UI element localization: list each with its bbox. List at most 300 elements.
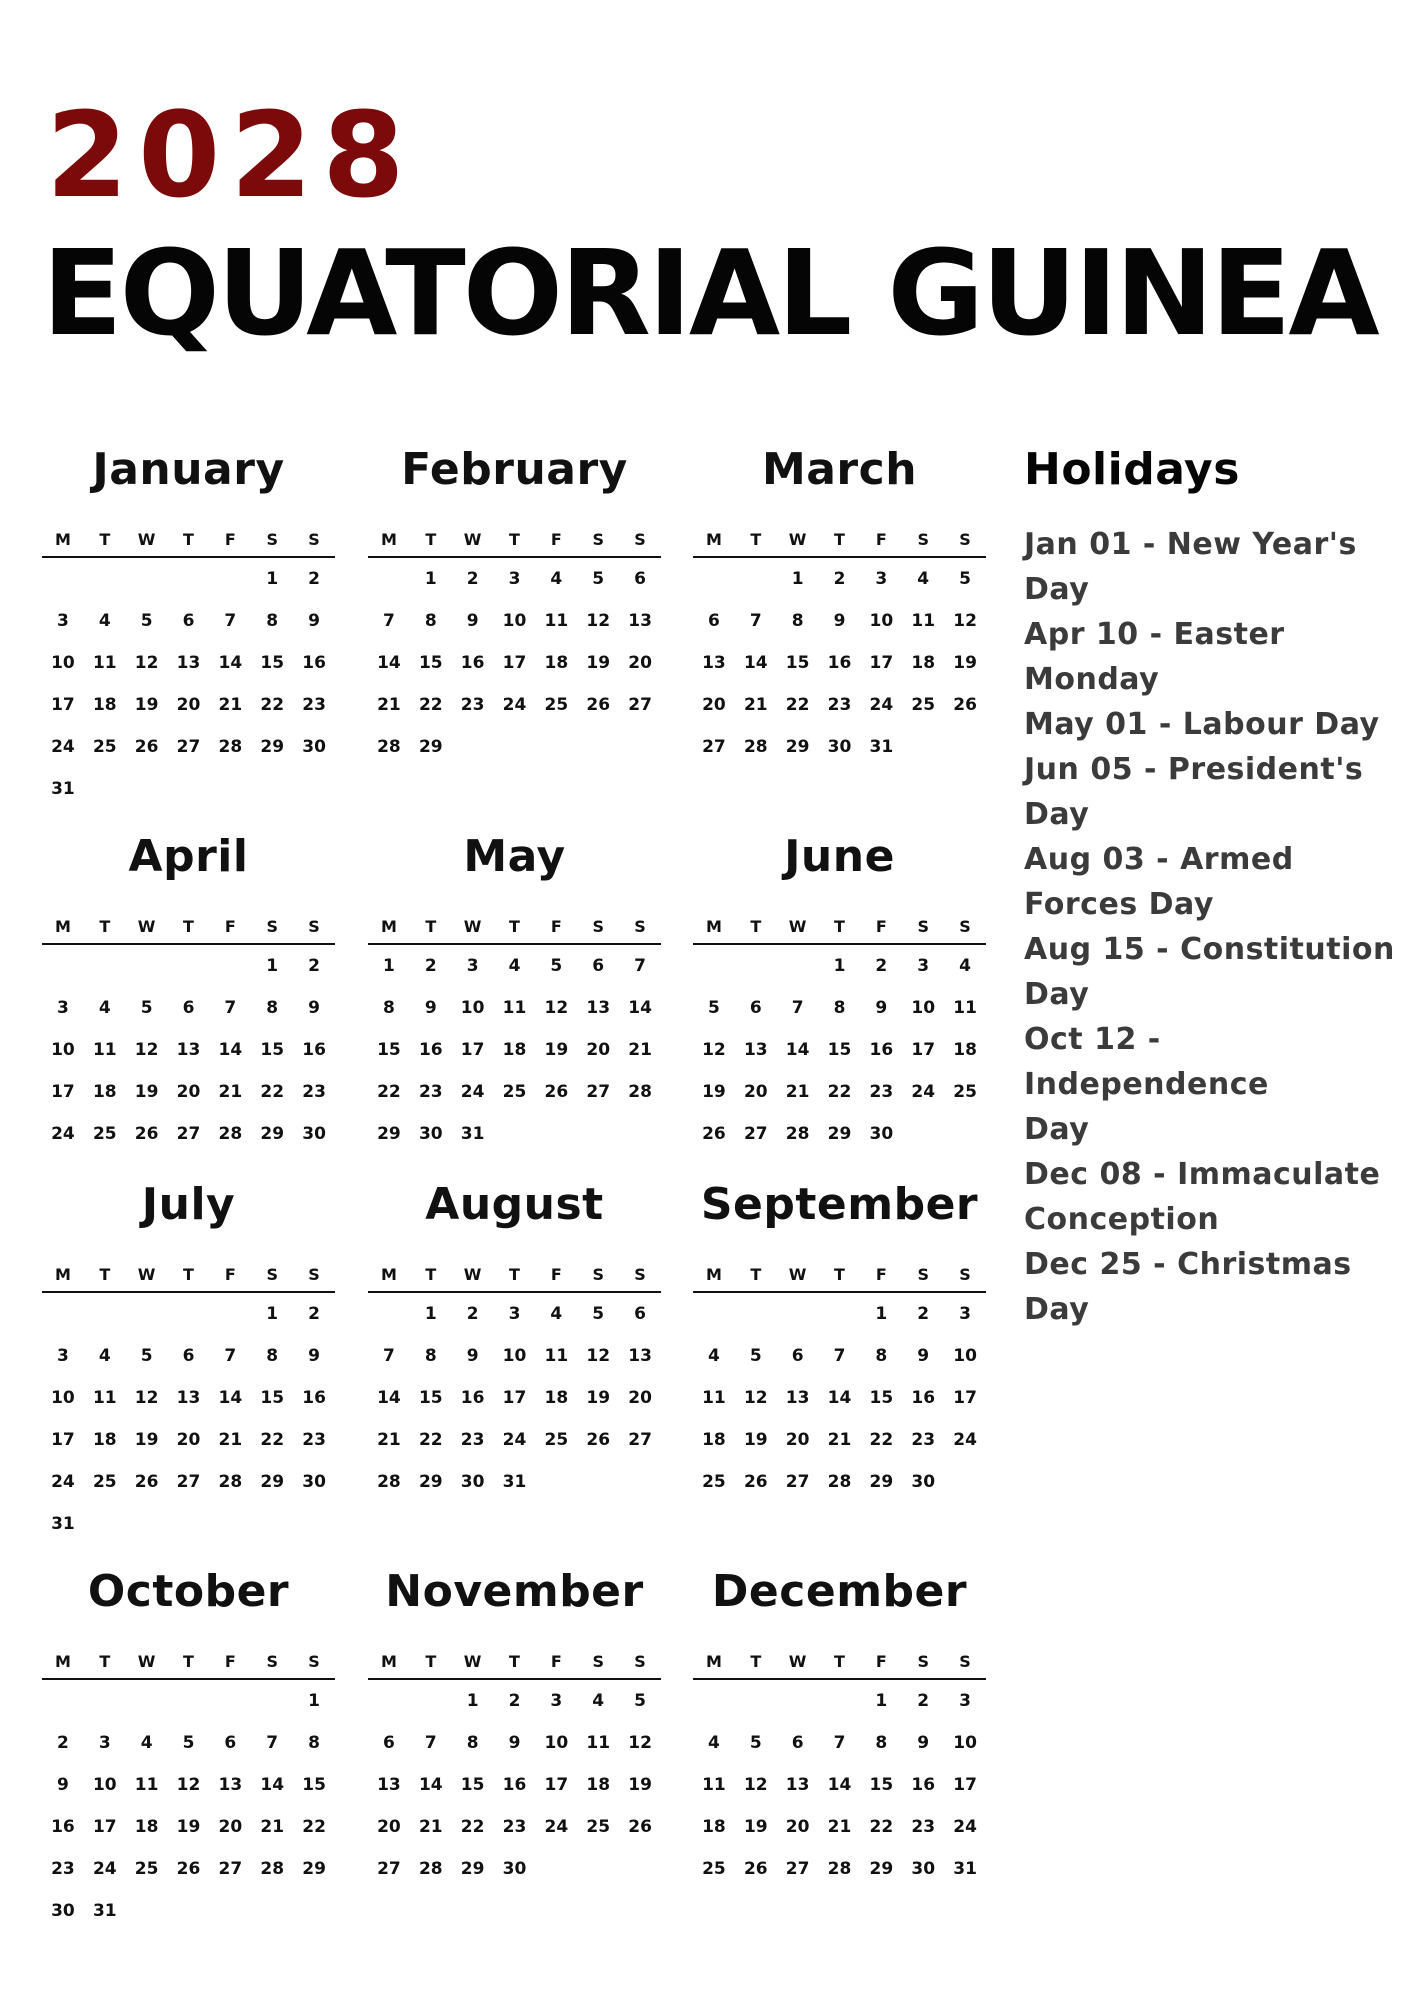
weekday-label: S — [959, 1651, 971, 1671]
day-cell: 2 — [308, 956, 320, 976]
weekday-label: S — [917, 529, 929, 549]
weekday-label: T — [834, 529, 845, 549]
weekday-label: S — [308, 529, 320, 549]
weekday-label: T — [750, 529, 762, 549]
day-cell: 1 — [875, 1691, 888, 1711]
day-cell: 26 — [702, 1124, 726, 1144]
day-cell: 22 — [460, 1817, 485, 1837]
holiday-line: Jan 01 - New Year's — [1024, 527, 1357, 562]
day-cell: 10 — [92, 1775, 117, 1795]
weekday-label: W — [788, 1264, 807, 1284]
day-cell: 30 — [869, 1124, 894, 1144]
day-cell: 8 — [875, 1346, 888, 1366]
day-cell: 16 — [502, 1775, 527, 1795]
day-cell: 3 — [508, 569, 521, 589]
day-cell: 3 — [57, 611, 69, 631]
day-cell: 29 — [418, 1472, 443, 1492]
day-cell: 7 — [749, 611, 762, 631]
day-cell: 13 — [377, 1775, 401, 1795]
week-row — [42, 558, 335, 600]
day-cell: 29 — [302, 1859, 326, 1879]
day-cell: 24 — [869, 695, 894, 715]
day-cell: 5 — [959, 569, 971, 589]
day-cell: 11 — [911, 611, 936, 631]
day-cell: 12 — [134, 1388, 159, 1408]
day-cell: 17 — [911, 1040, 936, 1060]
day-cell: 28 — [827, 1859, 852, 1879]
day-cell: 26 — [134, 1124, 159, 1144]
weekday-label: S — [634, 1651, 646, 1671]
day-cell: 23 — [911, 1817, 936, 1837]
week-row — [42, 1890, 335, 1932]
week-row — [693, 1377, 986, 1419]
day-cell: 5 — [592, 569, 605, 589]
day-cell: 20 — [785, 1817, 810, 1837]
holiday-line: Dec 08 - Immaculate — [1024, 1157, 1381, 1192]
day-cell: 31 — [51, 779, 75, 799]
weekday-label: S — [634, 916, 646, 936]
day-cell: 11 — [92, 653, 117, 673]
day-cell: 20 — [702, 695, 726, 715]
weekday-label: S — [959, 529, 971, 549]
day-cell: 14 — [418, 1775, 443, 1795]
day-cell: 22 — [827, 1082, 852, 1102]
day-cell: 26 — [743, 1859, 768, 1879]
day-cell: 14 — [377, 653, 401, 673]
week-row — [368, 1293, 661, 1335]
day-cell: 6 — [224, 1733, 237, 1753]
day-cell: 28 — [377, 1472, 401, 1492]
day-cell: 5 — [708, 998, 720, 1018]
day-cell: 1 — [875, 1304, 888, 1324]
week-row — [368, 558, 661, 600]
day-cell: 23 — [460, 1430, 485, 1450]
day-cell: 20 — [176, 1430, 201, 1450]
day-cell: 28 — [218, 737, 243, 757]
day-cell: 14 — [827, 1775, 852, 1795]
day-cell: 1 — [308, 1691, 320, 1711]
weekday-label: M — [705, 916, 722, 936]
day-cell: 21 — [377, 695, 401, 715]
weekday-label: M — [380, 529, 397, 549]
day-cell: 4 — [550, 569, 563, 589]
month-november — [368, 1562, 661, 1890]
weekday-label: M — [380, 916, 397, 936]
day-cell: 1 — [424, 569, 437, 589]
holiday-line: Day — [1024, 1112, 1090, 1147]
weekday-label: T — [99, 916, 111, 936]
weekday-header — [693, 1644, 986, 1680]
day-cell: 20 — [586, 1040, 611, 1060]
day-cell: 7 — [383, 1346, 395, 1366]
day-cell: 14 — [260, 1775, 285, 1795]
day-cell: 12 — [134, 653, 159, 673]
weekday-label: T — [425, 916, 437, 936]
day-cell: 26 — [134, 1472, 159, 1492]
month-title: October — [87, 1566, 290, 1617]
month-title: February — [401, 444, 628, 495]
day-cell: 30 — [302, 737, 326, 757]
weekday-label: M — [54, 1651, 71, 1671]
day-cell: 17 — [51, 1430, 75, 1450]
day-cell: 7 — [224, 998, 237, 1018]
day-cell: 10 — [911, 998, 936, 1018]
day-cell: 28 — [218, 1472, 243, 1492]
day-cell: 4 — [98, 998, 111, 1018]
day-cell: 5 — [140, 1346, 153, 1366]
day-cell: 28 — [260, 1859, 285, 1879]
week-row — [693, 1419, 986, 1461]
day-cell: 26 — [743, 1472, 768, 1492]
day-cell: 24 — [544, 1817, 569, 1837]
day-cell: 23 — [302, 1082, 326, 1102]
weekday-label: W — [463, 1264, 482, 1284]
day-cell: 25 — [92, 737, 117, 757]
day-cell: 16 — [418, 1040, 443, 1060]
week-row — [42, 1335, 335, 1377]
week-row — [368, 945, 661, 987]
day-cell: 11 — [502, 998, 527, 1018]
day-cell: 24 — [51, 1124, 75, 1144]
day-cell: 3 — [917, 956, 930, 976]
day-cell: 30 — [502, 1859, 527, 1879]
day-cell: 29 — [260, 1124, 285, 1144]
weekday-label: F — [550, 529, 562, 549]
holiday-list — [1024, 522, 1404, 1332]
week-row — [693, 684, 986, 726]
day-cell: 4 — [917, 569, 930, 589]
day-cell: 2 — [308, 569, 320, 589]
day-cell: 9 — [424, 998, 437, 1018]
day-cell: 9 — [308, 1346, 320, 1366]
month-title: August — [425, 1179, 604, 1230]
weekday-header — [368, 522, 661, 558]
day-cell: 30 — [418, 1124, 443, 1144]
weekday-label: T — [509, 1651, 520, 1671]
day-cell: 29 — [785, 737, 810, 757]
holiday-line: Dec 25 - Christmas — [1024, 1247, 1352, 1282]
day-cell: 11 — [544, 611, 569, 631]
day-cell: 29 — [418, 737, 443, 757]
week-row — [693, 987, 986, 1029]
day-cell: 30 — [51, 1901, 75, 1921]
day-cell: 23 — [302, 1430, 326, 1450]
day-cell: 26 — [544, 1082, 569, 1102]
day-cell: 13 — [785, 1388, 810, 1408]
day-cell: 5 — [592, 1304, 605, 1324]
day-cell: 4 — [98, 611, 111, 631]
day-cell: 22 — [377, 1082, 401, 1102]
weekday-label: M — [705, 1651, 722, 1671]
day-cell: 9 — [875, 998, 888, 1018]
day-cell: 14 — [743, 653, 768, 673]
week-row — [42, 726, 335, 768]
weekday-header — [693, 909, 986, 945]
month-august — [368, 1175, 661, 1503]
day-cell: 1 — [266, 956, 279, 976]
week-row — [42, 1722, 335, 1764]
day-cell: 11 — [134, 1775, 159, 1795]
day-cell: 27 — [702, 737, 726, 757]
day-cell: 23 — [502, 1817, 527, 1837]
week-row — [368, 987, 661, 1029]
day-cell: 3 — [57, 998, 69, 1018]
day-cell: 7 — [634, 956, 646, 976]
weekday-label: T — [99, 1264, 111, 1284]
day-cell: 20 — [628, 653, 652, 673]
week-row — [42, 987, 335, 1029]
day-cell: 17 — [51, 1082, 75, 1102]
day-cell: 2 — [466, 569, 479, 589]
weekday-label: F — [875, 1651, 887, 1671]
weekday-header — [42, 1644, 335, 1680]
day-cell: 19 — [134, 1430, 159, 1450]
weekday-label: W — [463, 916, 482, 936]
weekday-header — [693, 1257, 986, 1293]
day-cell: 2 — [308, 1304, 320, 1324]
week-row — [42, 1461, 335, 1503]
day-cell: 27 — [628, 1430, 652, 1450]
weekday-label: W — [463, 1651, 482, 1671]
day-cell: 23 — [302, 695, 326, 715]
weekday-label: F — [224, 1651, 236, 1671]
month-july — [42, 1175, 335, 1545]
day-cell: 9 — [833, 611, 846, 631]
weekday-label: M — [705, 529, 722, 549]
weekday-label: T — [834, 1651, 845, 1671]
weekday-label: T — [750, 1651, 762, 1671]
day-cell: 20 — [176, 695, 201, 715]
day-cell: 2 — [424, 956, 437, 976]
day-cell: 30 — [911, 1859, 936, 1879]
day-cell: 21 — [218, 695, 243, 715]
day-cell: 3 — [550, 1691, 563, 1711]
weekday-label: W — [463, 529, 482, 549]
day-cell: 26 — [628, 1817, 652, 1837]
day-cell: 12 — [176, 1775, 201, 1795]
week-row — [42, 1377, 335, 1419]
weekday-label: W — [788, 529, 807, 549]
day-cell: 31 — [460, 1124, 485, 1144]
week-row — [42, 1503, 335, 1545]
calendar-grid — [42, 440, 994, 1960]
day-cell: 26 — [586, 1430, 611, 1450]
day-cell: 30 — [302, 1124, 326, 1144]
weekday-label: S — [959, 916, 971, 936]
day-cell: 6 — [592, 956, 605, 976]
day-cell: 4 — [550, 1304, 563, 1324]
weekday-header — [368, 1644, 661, 1680]
holiday-line: Day — [1024, 1292, 1090, 1327]
day-cell: 13 — [785, 1775, 810, 1795]
day-cell: 13 — [743, 1040, 768, 1060]
day-cell: 31 — [92, 1901, 117, 1921]
day-cell: 24 — [953, 1817, 977, 1837]
holidays-title: Holidays — [1024, 444, 1240, 495]
day-cell: 6 — [791, 1346, 804, 1366]
day-cell: 6 — [182, 1346, 195, 1366]
month-title: May — [463, 831, 566, 882]
month-title: July — [141, 1179, 236, 1230]
day-cell: 16 — [302, 1040, 326, 1060]
day-cell: 4 — [708, 1733, 720, 1753]
day-cell: 17 — [92, 1817, 117, 1837]
weekday-label: T — [183, 1651, 194, 1671]
day-cell: 19 — [628, 1775, 652, 1795]
day-cell: 31 — [953, 1859, 977, 1879]
week-row — [42, 1419, 335, 1461]
day-cell: 29 — [460, 1859, 485, 1879]
day-cell: 14 — [377, 1388, 401, 1408]
day-cell: 24 — [92, 1859, 117, 1879]
day-cell: 29 — [827, 1124, 852, 1144]
weekday-label: F — [550, 1264, 562, 1284]
day-cell: 14 — [218, 653, 243, 673]
day-cell: 16 — [51, 1817, 75, 1837]
week-row — [368, 1461, 661, 1503]
day-cell: 16 — [302, 1388, 326, 1408]
day-cell: 5 — [140, 611, 153, 631]
day-cell: 27 — [377, 1859, 401, 1879]
day-cell: 5 — [182, 1733, 195, 1753]
day-cell: 18 — [92, 695, 117, 715]
holiday-line: Day — [1024, 572, 1090, 607]
day-cell: 18 — [953, 1040, 977, 1060]
holiday-line: Oct 12 - Independence — [1024, 1022, 1269, 1102]
day-cell: 15 — [869, 1388, 894, 1408]
day-cell: 21 — [260, 1817, 285, 1837]
day-cell: 3 — [466, 956, 479, 976]
day-cell: 19 — [134, 1082, 159, 1102]
day-cell: 12 — [586, 611, 611, 631]
day-cell: 3 — [959, 1691, 971, 1711]
day-cell: 22 — [260, 1430, 285, 1450]
day-cell: 30 — [827, 737, 852, 757]
day-cell: 3 — [98, 1733, 111, 1753]
day-cell: 25 — [911, 695, 936, 715]
day-cell: 13 — [176, 653, 201, 673]
day-cell: 27 — [176, 1124, 201, 1144]
week-row — [368, 1377, 661, 1419]
weekday-label: T — [183, 529, 194, 549]
day-cell: 25 — [702, 1472, 726, 1492]
day-cell: 15 — [418, 1388, 443, 1408]
weekday-label: W — [137, 916, 156, 936]
week-row — [42, 1071, 335, 1113]
day-cell: 14 — [785, 1040, 810, 1060]
day-cell: 19 — [743, 1817, 768, 1837]
day-cell: 18 — [544, 653, 569, 673]
weekday-label: W — [137, 1264, 156, 1284]
day-cell: 17 — [953, 1388, 977, 1408]
day-cell: 13 — [176, 1040, 201, 1060]
week-row — [42, 1806, 335, 1848]
day-cell: 21 — [628, 1040, 652, 1060]
weekday-label: F — [875, 916, 887, 936]
month-september — [693, 1175, 986, 1503]
weekday-label: T — [509, 529, 520, 549]
month-march — [693, 440, 986, 768]
day-cell: 31 — [869, 737, 894, 757]
day-cell: 18 — [911, 653, 936, 673]
weekday-label: T — [425, 529, 437, 549]
week-row — [368, 1764, 661, 1806]
day-cell: 24 — [460, 1082, 485, 1102]
week-row — [693, 558, 986, 600]
day-cell: 6 — [791, 1733, 804, 1753]
weekday-label: S — [592, 1264, 604, 1284]
week-row — [368, 1419, 661, 1461]
day-cell: 14 — [218, 1388, 243, 1408]
holidays-panel — [1024, 440, 1404, 1332]
month-october — [42, 1562, 335, 1932]
day-cell: 7 — [224, 1346, 237, 1366]
day-cell: 31 — [51, 1514, 75, 1534]
day-cell: 8 — [424, 1346, 437, 1366]
day-cell: 13 — [702, 653, 726, 673]
weekday-header — [368, 1257, 661, 1293]
holiday-line: Jun 05 - President's — [1024, 752, 1364, 787]
week-row — [42, 1293, 335, 1335]
weekday-label: S — [634, 529, 646, 549]
day-cell: 14 — [218, 1040, 243, 1060]
day-cell: 27 — [586, 1082, 611, 1102]
day-cell: 10 — [953, 1346, 977, 1366]
day-cell: 27 — [743, 1124, 768, 1144]
day-cell: 15 — [460, 1775, 485, 1795]
week-row — [42, 1029, 335, 1071]
weekday-label: T — [425, 1264, 437, 1284]
day-cell: 25 — [92, 1124, 117, 1144]
week-row — [368, 684, 661, 726]
weekday-header — [693, 522, 986, 558]
day-cell: 5 — [749, 1346, 762, 1366]
weekday-label: T — [99, 1651, 111, 1671]
weekday-label: T — [834, 1264, 845, 1284]
day-cell: 18 — [502, 1040, 527, 1060]
day-cell: 9 — [917, 1733, 930, 1753]
day-cell: 16 — [911, 1388, 936, 1408]
day-cell: 28 — [377, 737, 401, 757]
day-cell: 5 — [140, 998, 153, 1018]
day-cell: 21 — [785, 1082, 810, 1102]
weekday-label: T — [99, 529, 111, 549]
weekday-label: S — [592, 916, 604, 936]
day-cell: 17 — [502, 1388, 527, 1408]
year-title: 2028 — [46, 86, 415, 224]
day-cell: 29 — [869, 1472, 894, 1492]
day-cell: 8 — [266, 1346, 279, 1366]
day-cell: 24 — [51, 737, 75, 757]
day-cell: 18 — [544, 1388, 569, 1408]
day-cell: 6 — [634, 569, 646, 589]
weekday-label: S — [917, 1264, 929, 1284]
day-cell: 16 — [827, 653, 852, 673]
weekday-label: M — [54, 916, 71, 936]
week-row — [693, 1029, 986, 1071]
day-cell: 8 — [383, 998, 395, 1018]
weekday-label: F — [224, 916, 236, 936]
day-cell: 17 — [460, 1040, 485, 1060]
day-cell: 8 — [875, 1733, 888, 1753]
day-cell: 24 — [51, 1472, 75, 1492]
day-cell: 10 — [869, 611, 894, 631]
day-cell: 14 — [827, 1388, 852, 1408]
week-row — [693, 1722, 986, 1764]
week-row — [42, 1113, 335, 1155]
day-cell: 29 — [869, 1859, 894, 1879]
day-cell: 19 — [176, 1817, 201, 1837]
